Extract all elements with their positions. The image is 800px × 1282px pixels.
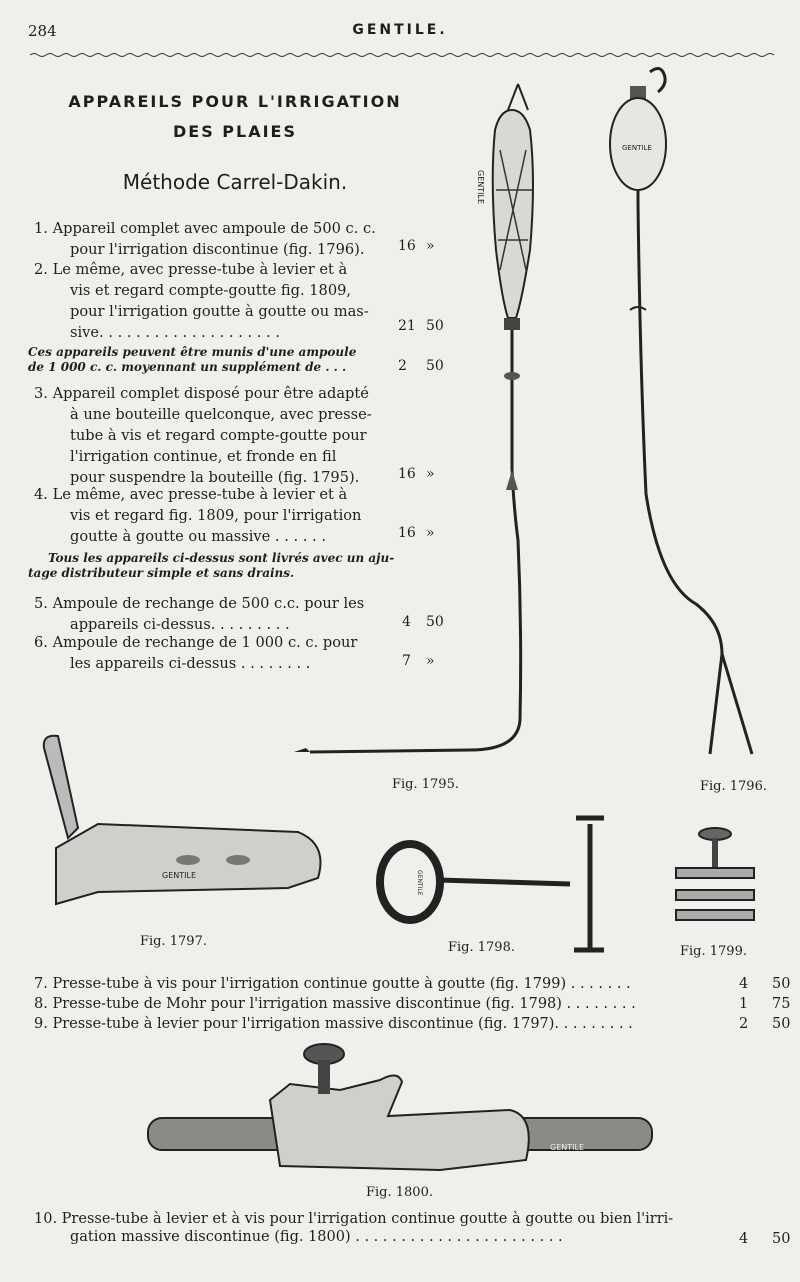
price-centimes: » [426, 525, 435, 541]
price-centimes: 75 [772, 996, 791, 1012]
price-centimes: 50 [772, 1016, 791, 1032]
figure-label: Fig. 1797. [140, 934, 207, 949]
lever-clamp-illustration [38, 728, 338, 918]
item-line: vis et regard compte-goutte fig. 1809, [70, 282, 352, 299]
item-text: 9. Presse-tube à levier pour l'irrigation massive discontinue (fig. 1797). . . . . . . . . [34, 1016, 633, 1032]
item-line: appareils ci-dessus. . . . . . . . . [70, 616, 290, 633]
note-line: Ces appareils peuvent être munis d'une ampoule [28, 345, 357, 359]
figure-label: Fig. 1799. [680, 944, 747, 959]
irrigation-bottle-illustration [290, 70, 550, 770]
price-centimes: 50 [426, 358, 444, 374]
item-line: 10. Presse-tube à levier et à vis pour l'irrigation continue goutte à goutte ou bien l'irri- [34, 1211, 674, 1227]
note-line: Tous les appareils ci-dessus sont livrés avec un aju- [48, 551, 395, 565]
item-line: 1. Appareil complet avec ampoule de 500 c. c. [34, 220, 376, 237]
engraved-brand: GENTILE [416, 870, 423, 896]
item-line: 4. Le même, avec presse-tube à levier et à [34, 486, 348, 503]
item-line: pour suspendre la bouteille (fig. 1795). [70, 469, 360, 486]
screw-clamp-illustration [670, 826, 760, 926]
item-line: 5. Ampoule de rechange de 500 c.c. pour les [34, 595, 365, 612]
engraved-brand: GENTILE [476, 170, 485, 204]
section-title-cont: DES PLAIES [172, 122, 297, 141]
item-line: 6. Ampoule de rechange de 1 000 c. c. pour [34, 634, 358, 651]
price-francs: 1 [739, 996, 749, 1012]
item-line: les appareils ci-dessus . . . . . . . . [70, 655, 311, 672]
price-centimes: » [426, 466, 435, 482]
figure-label: Fig. 1800. [366, 1185, 433, 1200]
page-number: 284 [28, 22, 57, 40]
engraved-brand: GENTILE [550, 1143, 584, 1152]
price-francs: 4 [739, 976, 749, 992]
item-line: tube à vis et regard compte-goutte pour [70, 427, 367, 444]
price-centimes: 50 [426, 318, 444, 334]
price-francs: 16 [398, 525, 416, 541]
running-header: GENTILE. [352, 22, 448, 38]
price-francs: 4 [402, 614, 411, 630]
engraved-brand: GENTILE [162, 871, 196, 880]
method-title: Méthode Carrel-Dakin. [122, 170, 348, 194]
irrigation-ampoule-illustration [600, 64, 780, 774]
figure-label: Fig. 1798. [448, 940, 515, 955]
price-centimes: 50 [772, 1231, 791, 1247]
price-centimes: » [426, 653, 435, 669]
item-line: sive. . . . . . . . . . . . . . . . . . . . [70, 324, 280, 341]
item-text: 8. Presse-tube de Mohr pour l'irrigation massive discontinue (fig. 1798) . . . . . . . . [34, 996, 636, 1012]
wavy-rule [30, 52, 778, 58]
item-line: 2. Le même, avec presse-tube à levier et à [34, 261, 348, 278]
item-line: 3. Appareil complet disposé pour être adapté [34, 385, 369, 402]
price-centimes: 50 [426, 614, 444, 630]
figure-label: Fig. 1795. [392, 777, 459, 792]
item-text: 7. Presse-tube à vis pour l'irrigation continue goutte à goutte (fig. 1799) . . . . . . . [34, 976, 631, 992]
price-francs: 2 [398, 358, 407, 374]
item-line: pour l'irrigation discontinue (fig. 1796). [70, 241, 365, 258]
price-francs: 7 [402, 653, 411, 669]
item-line: gation massive discontinue (fig. 1800) . . . . . . . . . . . . . . . . . . . . . . . [70, 1229, 563, 1245]
price-francs: 4 [739, 1231, 749, 1247]
lever-screw-clamp-illustration [140, 1040, 660, 1180]
item-line: vis et regard fig. 1809, pour l'irrigation [70, 507, 362, 524]
list-item [34, 995, 791, 1013]
item-line: à une bouteille quelconque, avec presse- [70, 406, 372, 423]
item-line: pour l'irrigation goutte à goutte ou mas- [70, 303, 369, 320]
list-item [34, 1015, 791, 1033]
list-item [34, 975, 791, 993]
figure-label: Fig. 1796. [700, 779, 767, 794]
price-centimes: 50 [772, 976, 791, 992]
price-francs: 16 [398, 238, 416, 254]
price-centimes: » [426, 238, 435, 254]
item-line: goutte à goutte ou massive . . . . . . [70, 528, 326, 545]
engraved-brand: GENTILE [622, 144, 652, 152]
price-francs: 2 [739, 1016, 749, 1032]
item-line: l'irrigation continue, et fronde en fil [70, 448, 337, 465]
note-line: tage distributeur simple et sans drains. [28, 566, 295, 580]
price-francs: 21 [398, 318, 416, 334]
mohr-clamp-illustration [370, 810, 620, 960]
list-item [34, 1210, 791, 1247]
section-title: APPAREILS POUR L'IRRIGATION [68, 92, 402, 111]
note-line: de 1 000 c. c. moyennant un supplément de . . . [28, 360, 347, 374]
price-francs: 16 [398, 466, 416, 482]
